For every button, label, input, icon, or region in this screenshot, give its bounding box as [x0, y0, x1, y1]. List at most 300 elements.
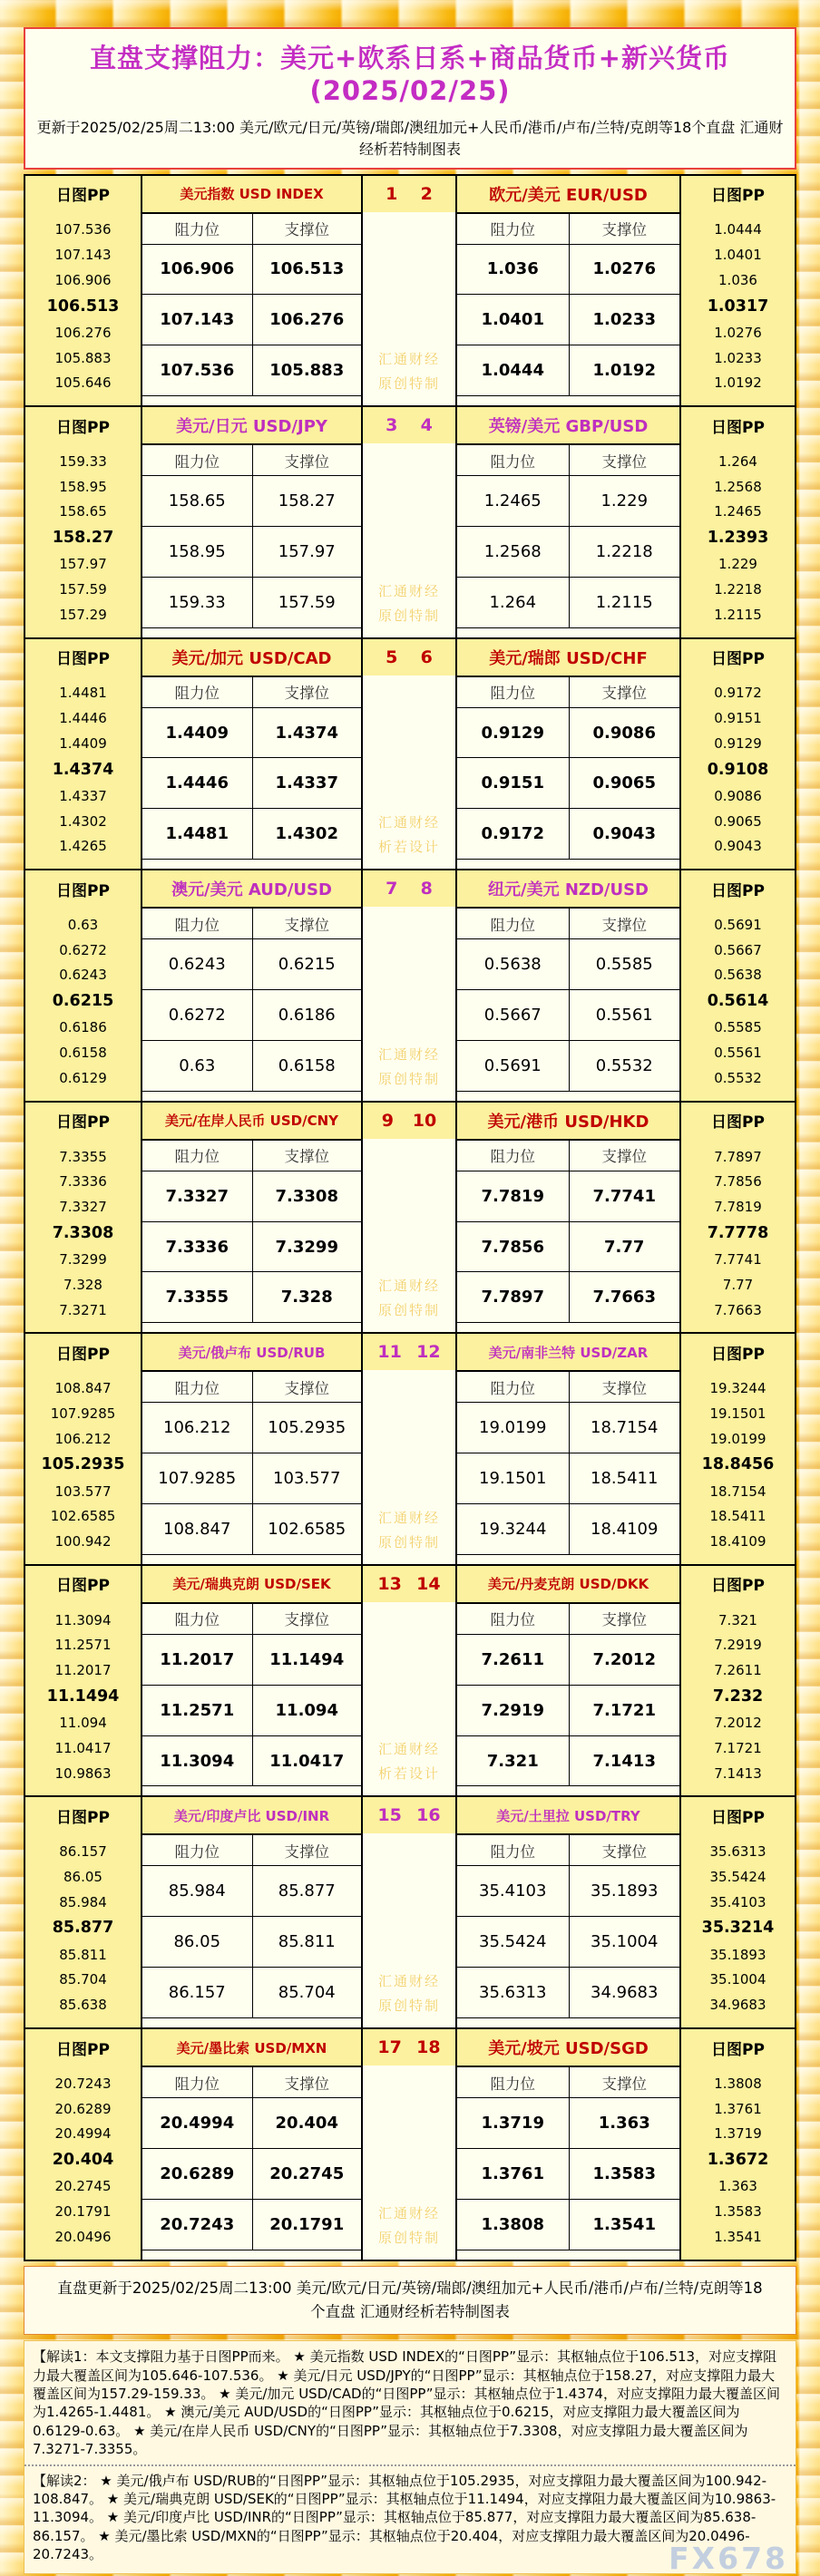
- pp-value: 7.2919: [714, 1637, 762, 1654]
- resistance-value: 1.0401: [481, 310, 544, 330]
- pair-block: [25, 405, 795, 637]
- pp-value: 103.577: [54, 1482, 112, 1500]
- resistance-support-table: [457, 214, 679, 397]
- pp-value: 1.2568: [714, 478, 762, 495]
- rs-row: [142, 2098, 361, 2149]
- resistance-value: 1.036: [486, 259, 539, 279]
- pair-panel-right: [455, 176, 679, 406]
- pair-number-right: 2: [420, 183, 433, 204]
- pp-values-right: [681, 212, 795, 406]
- pp-values-left: [25, 907, 141, 1101]
- pp-value: 0.9172: [714, 685, 762, 702]
- pair-block: [25, 1795, 795, 2027]
- resistance-value: 0.9151: [481, 773, 544, 793]
- support-value: 85.704: [252, 1968, 362, 2017]
- support-value: 7.328: [252, 1272, 362, 1322]
- resistance-support-table: [142, 1835, 361, 2018]
- watermark-line: 析若设计: [377, 839, 440, 856]
- pp-pivot-value: 1.3672: [707, 2151, 769, 2169]
- pp-column-right: [679, 639, 795, 870]
- resistance-header: 阻力位: [490, 685, 535, 703]
- rs-row: [457, 758, 679, 809]
- pp-value: 86.05: [63, 1868, 102, 1885]
- pp-value: 19.1501: [709, 1405, 766, 1422]
- pair-block: [25, 1101, 795, 1333]
- watermark: [363, 676, 455, 870]
- rs-row: [457, 1272, 679, 1322]
- pp-value: 0.5585: [714, 1019, 762, 1036]
- resistance-support-table: [142, 445, 361, 628]
- pp-column-left: [25, 1103, 141, 1333]
- pp-column-left: [25, 870, 141, 1101]
- support-header: 支撑位: [569, 1604, 680, 1634]
- resistance-value: 7.2611: [481, 1649, 544, 1669]
- pair-number-left: 5: [386, 646, 398, 667]
- resistance-value: 0.6272: [168, 1005, 226, 1025]
- resistance-header: 阻力位: [490, 221, 535, 238]
- pp-value: 0.6129: [59, 1069, 107, 1086]
- rs-row: [142, 809, 361, 859]
- pp-value: 105.883: [54, 349, 112, 366]
- rs-row: [142, 1171, 361, 1222]
- support-value: 105.2935: [252, 1403, 362, 1453]
- pair-title: 美元指数 USD INDEX: [180, 186, 324, 202]
- pp-value: 11.2571: [54, 1637, 112, 1654]
- support-value: 103.577: [252, 1453, 362, 1503]
- note-paragraph-2: 【解读2： ★ 美元/俄卢布 USD/RUB的“日图PP”显示：其枢轴点位于105.2935，对应支撑阻力最大覆盖区间为100.942-108.847。 ★ 美元/瑞典克朗 USD/SEK的“日图PP”显示：其枢轴点位于11.1494，对应支撑阻力最大覆盖区间为10.9863-11.3094。 ★ 美元/印度卢比 USD/INR的“日图PP”显示：其枢轴点位于85.877，对应支撑阻力最大覆盖区间为85.638-86.157。 ★ 美元/墨比索 USD/MXN的“日图PP”显示：其枢轴点位于20.404，对应支撑阻力最大覆盖区间为20.0496-20.7243。: [33, 2472, 776, 2563]
- pair-title: 美元/南非兰特 USD/ZAR: [488, 1344, 649, 1361]
- pp-value: 7.7663: [714, 1301, 762, 1318]
- pp-value: 1.2218: [714, 581, 762, 598]
- support-value: 11.1494: [252, 1635, 362, 1685]
- pp-pivot-value: 105.2935: [41, 1455, 125, 1474]
- pp-value: 10.9863: [54, 1764, 112, 1782]
- pp-value: 108.847: [54, 1380, 112, 1397]
- resistance-header: 阻力位: [174, 685, 220, 703]
- pp-value: 1.3541: [714, 2228, 762, 2245]
- middle-column: [361, 1103, 455, 1333]
- support-header: 支撑位: [252, 1835, 362, 1865]
- support-header: 支撑位: [252, 1372, 362, 1402]
- pair-title: 美元/加元 USD/CAD: [171, 648, 332, 668]
- pp-values-right: [681, 1833, 795, 2027]
- pair-number-right: 10: [412, 1110, 437, 1131]
- pp-value: 7.328: [63, 1276, 102, 1293]
- resistance-support-table: [457, 1604, 679, 1787]
- middle-column: [361, 639, 455, 870]
- support-value: 18.4109: [569, 1504, 680, 1554]
- support-value: 0.9086: [569, 708, 680, 758]
- pp-values-right: [681, 1139, 795, 1333]
- pp-value: 86.157: [59, 1843, 107, 1861]
- pp-value: 7.77: [722, 1276, 754, 1293]
- rs-row: [142, 1917, 361, 1968]
- pp-value: 85.704: [59, 1971, 107, 1988]
- pp-pivot-value: 7.232: [712, 1687, 764, 1706]
- pp-value: 35.6313: [709, 1843, 766, 1861]
- resistance-value: 20.4994: [160, 2113, 235, 2133]
- resistance-value: 11.2571: [160, 1700, 235, 1720]
- pp-value: 0.5691: [714, 916, 762, 933]
- resistance-value: 85.984: [168, 1881, 226, 1901]
- pp-header: 日图PP: [56, 1113, 110, 1132]
- pp-value: 0.6272: [59, 941, 107, 958]
- resistance-value: 86.05: [173, 1932, 221, 1952]
- support-value: 1.0192: [569, 345, 680, 395]
- pair-number-right: 18: [416, 2037, 441, 2057]
- rs-row: [457, 2200, 679, 2250]
- pp-value: 1.4409: [59, 734, 107, 752]
- pp-header: 日图PP: [711, 1345, 765, 1364]
- support-header: 支撑位: [569, 445, 680, 475]
- rs-row: [142, 345, 361, 395]
- pp-column-right: [679, 1334, 795, 1564]
- support-value: 106.276: [252, 295, 362, 345]
- pp-value: 1.3719: [714, 2125, 762, 2143]
- resistance-value: 7.3327: [165, 1186, 229, 1206]
- pp-value: 7.3355: [59, 1148, 107, 1165]
- support-value: 85.811: [252, 1917, 362, 1967]
- pp-values-left: [25, 1602, 141, 1796]
- pp-value: 85.811: [59, 1946, 107, 1963]
- support-value: 7.2012: [569, 1635, 680, 1685]
- pp-value: 1.0401: [714, 247, 762, 263]
- rs-row: [142, 578, 361, 627]
- resistance-header: 阻力位: [174, 1842, 220, 1861]
- pair-title: 美元/瑞郎 USD/CHF: [489, 648, 648, 668]
- pp-column-right: [679, 2029, 795, 2260]
- rs-row: [457, 939, 679, 990]
- pp-value: 1.3808: [714, 2075, 762, 2092]
- pp-value: 158.65: [59, 503, 107, 520]
- rs-row: [457, 1635, 679, 1686]
- pp-value: 100.942: [54, 1533, 112, 1550]
- resistance-value: 1.4409: [165, 723, 229, 743]
- pp-value: 35.5424: [709, 1868, 766, 1885]
- rs-row: [142, 527, 361, 578]
- resistance-header: 阻力位: [174, 221, 220, 238]
- pp-values-left: [25, 1370, 141, 1564]
- pair-number-left: 17: [377, 2037, 402, 2057]
- support-value: 0.9043: [569, 809, 680, 859]
- support-value: 18.7154: [569, 1403, 680, 1453]
- support-header: 支撑位: [569, 909, 680, 938]
- support-value: 1.0233: [569, 295, 680, 345]
- pp-value: 20.1791: [54, 2203, 112, 2220]
- pp-column-right: [679, 176, 795, 406]
- support-value: 157.97: [252, 527, 362, 577]
- dotted-divider: [24, 2464, 796, 2466]
- pp-column-left: [25, 1797, 141, 2027]
- pp-pivot-value: 1.2393: [707, 529, 769, 548]
- resistance-value: 107.143: [160, 310, 235, 330]
- pair-title: 美元/土里拉 USD/TRY: [496, 1807, 640, 1824]
- pp-values-left: [25, 1833, 141, 2027]
- rs-row: [457, 527, 679, 578]
- watermark-line: 原创特制: [377, 1302, 440, 1319]
- support-value: 7.3299: [252, 1222, 362, 1272]
- watermark-line: 汇通财经: [377, 582, 440, 599]
- pp-header: 日图PP: [56, 650, 110, 669]
- rs-row: [142, 1453, 361, 1504]
- pp-value: 35.4103: [709, 1893, 766, 1910]
- pp-value: 107.143: [54, 247, 112, 263]
- resistance-value: 19.1501: [479, 1469, 547, 1489]
- pp-values-left: [25, 443, 141, 637]
- resistance-header: 阻力位: [174, 1611, 220, 1629]
- resistance-support-table: [457, 1141, 679, 1324]
- pp-value: 1.3583: [714, 2203, 762, 2220]
- pp-column-left: [25, 1334, 141, 1564]
- fx678-brand-watermark: FX678: [669, 2540, 788, 2576]
- resistance-header: 阻力位: [490, 2075, 535, 2093]
- rs-row: [457, 476, 679, 527]
- resistance-value: 107.536: [160, 361, 235, 381]
- resistance-value: 19.0199: [479, 1418, 547, 1438]
- pair-title: 纽元/美元 NZD/USD: [488, 880, 649, 900]
- pp-values-left: [25, 2066, 141, 2260]
- rs-row: [142, 1686, 361, 1736]
- support-value: 1.4374: [252, 708, 362, 758]
- pair-number-left: 9: [381, 1110, 394, 1131]
- pair-panel-right: [455, 2029, 679, 2260]
- resistance-header: 阻力位: [490, 1148, 535, 1166]
- support-value: 1.0276: [569, 245, 680, 295]
- pp-value: 157.29: [59, 606, 107, 623]
- resistance-value: 106.212: [163, 1418, 231, 1438]
- pp-header: 日图PP: [711, 1808, 765, 1827]
- resistance-value: 0.63: [179, 1055, 216, 1075]
- watermark-line: 汇通财经: [377, 1741, 440, 1758]
- pp-value: 7.1721: [714, 1739, 762, 1756]
- pp-value: 1.0233: [714, 349, 762, 366]
- pair-number-right: 8: [420, 879, 433, 899]
- pp-pivot-value: 106.513: [46, 296, 120, 316]
- support-value: 1.2115: [569, 578, 680, 627]
- pp-value: 1.4302: [59, 812, 107, 830]
- pp-pivot-value: 1.0317: [707, 296, 769, 316]
- pp-pivot-value: 0.5614: [707, 992, 769, 1011]
- pp-value: 20.0496: [54, 2228, 112, 2245]
- support-value: 1.363: [569, 2098, 680, 2148]
- pp-pivot-value: 0.6215: [52, 992, 114, 1011]
- resistance-value: 0.9129: [481, 723, 544, 743]
- support-value: 7.77: [569, 1222, 680, 1272]
- support-value: 1.4302: [252, 809, 362, 859]
- pp-value: 7.321: [718, 1611, 757, 1628]
- rs-row: [142, 2149, 361, 2200]
- pair-number-right: 16: [416, 1805, 441, 1826]
- pp-value: 105.646: [54, 374, 112, 392]
- resistance-value: 0.9172: [481, 824, 544, 844]
- pp-value: 1.3761: [714, 2100, 762, 2117]
- support-value: 11.0417: [252, 1736, 362, 1786]
- pp-value: 19.0199: [709, 1430, 766, 1447]
- pp-value: 18.7154: [709, 1482, 766, 1500]
- watermark: [363, 1370, 455, 1564]
- pp-values-right: [681, 1370, 795, 1564]
- pair-panel-right: [455, 639, 679, 870]
- watermark-line: 析若设计: [377, 1765, 440, 1783]
- rs-row: [457, 1403, 679, 1453]
- resistance-value: 11.3094: [160, 1751, 235, 1771]
- pair-number-left: 11: [377, 1342, 402, 1363]
- pair-panel-right: [455, 870, 679, 1101]
- pp-value: 107.9285: [50, 1405, 116, 1422]
- pp-value: 7.2611: [714, 1662, 762, 1679]
- resistance-value: 7.7856: [481, 1237, 544, 1257]
- pp-value: 106.906: [54, 271, 112, 288]
- pp-column-right: [679, 870, 795, 1101]
- watermark: [363, 1833, 455, 2027]
- support-value: 1.229: [569, 476, 680, 526]
- support-header: 支撑位: [569, 677, 680, 707]
- support-header: 支撑位: [569, 1835, 680, 1865]
- pp-pivot-value: 158.27: [52, 529, 114, 548]
- resistance-support-table: [142, 2067, 361, 2250]
- rs-row: [457, 345, 679, 395]
- support-header: 支撑位: [252, 1604, 362, 1634]
- pair-block: [25, 637, 795, 870]
- support-header: 支撑位: [569, 2067, 680, 2097]
- pp-value: 0.9086: [714, 787, 762, 804]
- pp-header: 日图PP: [711, 418, 765, 437]
- pair-block: [25, 1332, 795, 1564]
- watermark: [363, 212, 455, 406]
- support-header: 支撑位: [252, 677, 362, 707]
- resistance-support-table: [142, 1604, 361, 1787]
- pp-value: 7.3327: [59, 1199, 107, 1215]
- resistance-header: 阻力位: [174, 1148, 220, 1166]
- pp-value: 1.4446: [59, 710, 107, 727]
- support-header: 支撑位: [252, 214, 362, 244]
- pp-column-right: [679, 407, 795, 637]
- pair-number-right: 14: [416, 1573, 441, 1594]
- resistance-support-table: [457, 909, 679, 1092]
- notes-box: [24, 2340, 796, 2576]
- resistance-header: 阻力位: [490, 1611, 535, 1629]
- pp-value: 0.63: [67, 916, 99, 933]
- pp-value: 7.7741: [714, 1251, 762, 1268]
- pp-value: 106.212: [54, 1430, 112, 1447]
- pp-value: 18.5411: [709, 1508, 766, 1525]
- middle-column: [361, 2029, 455, 2260]
- resistance-value: 7.7819: [481, 1186, 544, 1206]
- pp-value: 1.2115: [714, 606, 762, 623]
- support-value: 158.27: [252, 476, 362, 526]
- rs-row: [457, 990, 679, 1041]
- resistance-value: 1.3761: [481, 2163, 544, 2183]
- pp-header: 日图PP: [711, 650, 765, 669]
- pair-panel-left: [141, 1103, 361, 1333]
- pp-pivot-value: 18.8456: [701, 1455, 775, 1474]
- watermark-line: 原创特制: [377, 1533, 440, 1550]
- pair-block: [25, 176, 795, 406]
- pp-header: 日图PP: [711, 1113, 765, 1132]
- pp-value: 1.0192: [714, 374, 762, 392]
- resistance-header: 阻力位: [174, 1379, 220, 1397]
- support-value: 20.2745: [252, 2149, 362, 2199]
- pp-value: 34.9683: [709, 1997, 766, 2014]
- pp-value: 1.0276: [714, 324, 762, 341]
- pair-panel-left: [141, 870, 361, 1101]
- pp-value: 1.363: [718, 2178, 757, 2195]
- pair-title: 美元/在岸人民币 USD/CNY: [164, 1113, 339, 1130]
- pp-column-left: [25, 1566, 141, 1796]
- resistance-value: 0.6243: [168, 955, 226, 975]
- resistance-value: 35.5424: [479, 1932, 547, 1952]
- resistance-value: 1.3719: [481, 2113, 544, 2133]
- resistance-support-table: [142, 909, 361, 1092]
- pp-value: 157.59: [59, 581, 107, 598]
- rs-row: [457, 1222, 679, 1273]
- support-value: 157.59: [252, 578, 362, 627]
- pair-title: 美元/丹麦克朗 USD/DKK: [487, 1576, 649, 1593]
- resistance-value: 1.4446: [165, 773, 229, 793]
- resistance-support-table: [457, 2067, 679, 2250]
- pp-value: 20.2745: [54, 2178, 112, 2195]
- pp-values-right: [681, 676, 795, 870]
- support-value: 20.404: [252, 2098, 362, 2148]
- rs-row: [457, 245, 679, 296]
- rs-row: [457, 578, 679, 627]
- rs-row: [457, 708, 679, 759]
- rs-row: [142, 939, 361, 990]
- support-header: 支撑位: [569, 1372, 680, 1402]
- pair-number-left: 15: [377, 1805, 402, 1826]
- pp-pivot-value: 20.404: [52, 2151, 114, 2169]
- watermark-line: 汇通财经: [377, 2204, 440, 2221]
- pp-header: 日图PP: [56, 1808, 110, 1827]
- resistance-header: 阻力位: [490, 452, 535, 471]
- update-subtitle: 更新于2025/02/25周二13:00 美元/欧元/日元/英镑/瑞郎/澳纽加元+人民币/港币/卢布/兰特/克朗等18个直盘 汇通财经析若特制图表: [36, 118, 784, 158]
- pp-value: 0.5532: [714, 1069, 762, 1086]
- support-value: 35.1893: [569, 1866, 680, 1916]
- support-value: 11.094: [252, 1686, 362, 1735]
- watermark-line: 原创特制: [377, 2229, 440, 2246]
- pair-number-right: 12: [416, 1342, 441, 1363]
- pp-value: 7.7856: [714, 1173, 762, 1191]
- rs-row: [457, 1968, 679, 2017]
- resistance-value: 7.321: [486, 1751, 539, 1771]
- pair-title: 美元/港币 USD/HKD: [487, 1112, 649, 1132]
- pp-value: 20.6289: [54, 2100, 112, 2117]
- rs-row: [457, 1453, 679, 1504]
- watermark: [363, 443, 455, 637]
- pp-value: 158.95: [59, 478, 107, 495]
- resistance-value: 0.5691: [483, 1055, 542, 1075]
- support-value: 0.6158: [252, 1041, 362, 1091]
- pp-value: 0.5667: [714, 941, 762, 958]
- pair-title: 美元/俄卢布 USD/RUB: [178, 1344, 326, 1361]
- watermark-line: 汇通财经: [377, 814, 440, 831]
- pp-values-left: [25, 212, 141, 406]
- rs-row: [142, 708, 361, 759]
- pair-number-left: 7: [386, 879, 398, 899]
- rs-row: [142, 990, 361, 1041]
- resistance-support-table: [457, 445, 679, 628]
- pp-value: 1.0444: [714, 221, 762, 238]
- pp-value: 0.6186: [59, 1019, 107, 1036]
- resistance-value: 158.65: [168, 491, 226, 510]
- pp-value: 0.5638: [714, 967, 762, 984]
- resistance-support-table: [142, 1141, 361, 1324]
- pp-value: 35.1893: [709, 1946, 766, 1963]
- rs-row: [142, 2200, 361, 2250]
- rs-row: [457, 1171, 679, 1222]
- support-value: 7.3308: [252, 1171, 362, 1221]
- support-value: 7.1721: [569, 1686, 680, 1735]
